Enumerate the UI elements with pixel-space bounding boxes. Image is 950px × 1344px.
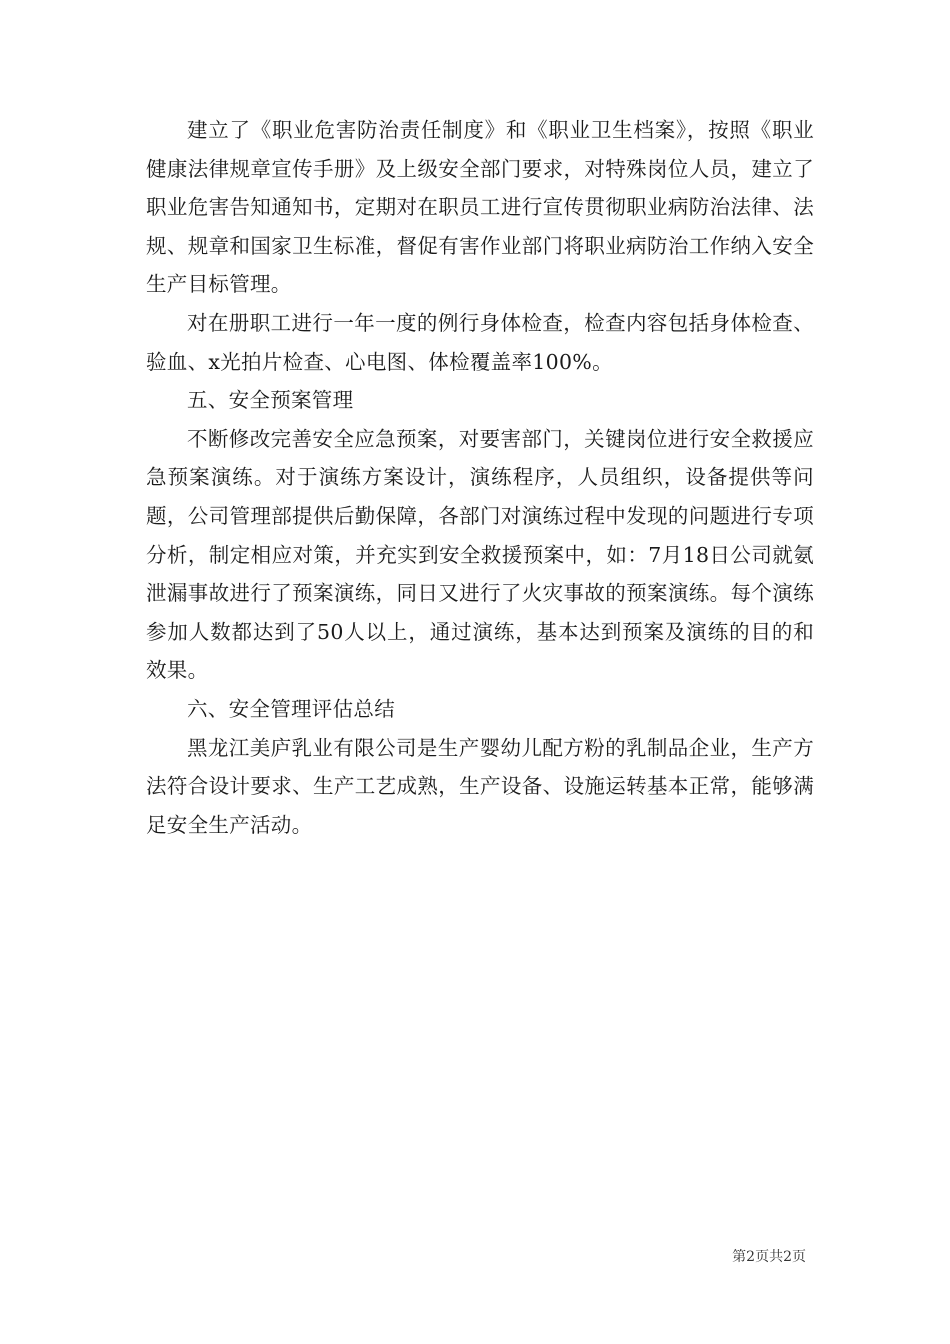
section-heading-emergency-plan: 五、安全预案管理 (187, 388, 354, 413)
paragraph-occupational-hazard: 建立了《职业危害防治责任制度》和《职业卫生档案》，按照《职业健康法律规章宣传手册》及上级安全部门要求，对特殊岗位人员，建立了职业危害告知通知书，定期对在职员工进行宣传贯彻职业病防治法律、法规、规章和国家卫生标准，督促有害作业部门将职业病防治工作纳入安全生产目标管理。 (146, 118, 814, 297)
paragraph-emergency-drill: 不断修改完善安全应急预案，对要害部门，关键岗位进行安全救援应急预案演练。对于演练方案设计，演练程序，人员组织，设备提供等问题，公司管理部提供后勤保障，各部门对演练过程中发现的问题进行专项分析，制定相应对策，并充实到安全救援预案中，如：7月18日公司就氨泄漏事故进行了预案演练，同日又进行了火灾事故的预案演练。每个演练参加人数都达到了50人以上，通过演练，基本达到预案及演练的目的和效果。 (146, 426, 814, 683)
section-heading-assessment-summary: 六、安全管理评估总结 (187, 696, 395, 721)
paragraph-company-summary: 黑龙江美庐乳业有限公司是生产婴幼儿配方粉的乳制品企业，生产方法符合设计要求、生产工艺成熟，生产设备、设施运转基本正常，能够满足安全生产活动。 (146, 735, 814, 837)
paragraph-health-check: 对在册职工进行一年一度的例行身体检查，检查内容包括身体检查、验血、x光拍片检查、心电图、体检覆盖率100%。 (146, 310, 814, 374)
document-body (146, 111, 814, 844)
page-number: 第2页共2页 (732, 1249, 806, 1265)
